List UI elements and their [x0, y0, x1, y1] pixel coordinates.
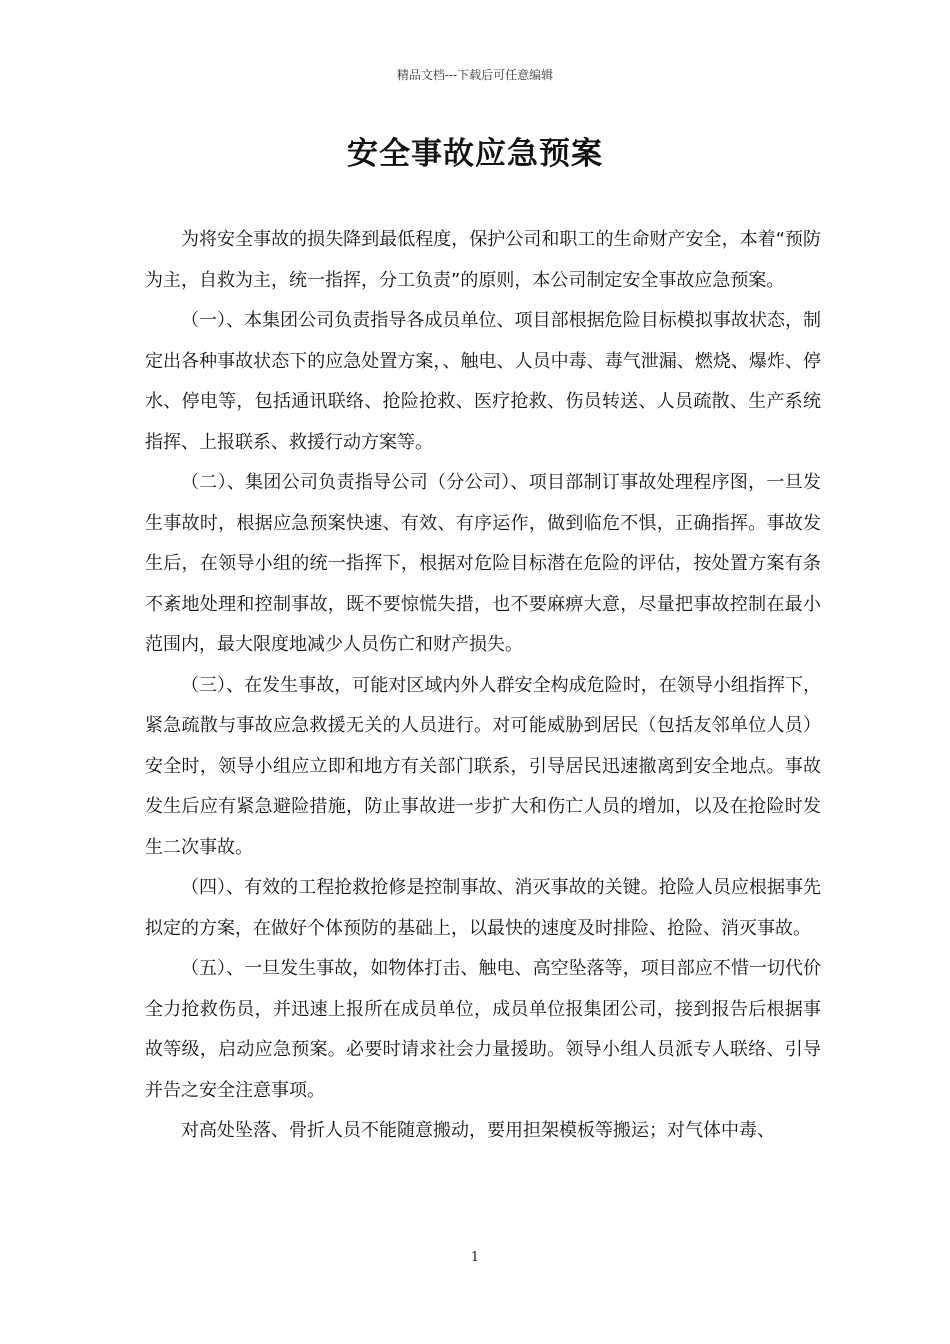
paragraph-section-4: （四）、有效的工程抢救抢修是控制事故、消灭事故的关键。抢险人员应根据事先拟定的方案，在做好个体预防的基础上，以最快的速度及时排险、抢险、消灭事故。	[145, 877, 821, 939]
paragraph-intro: 为将安全事故的损失降到最低程度，保护公司和职工的生命财产安全，本着“预防为主，自救为主，统一指挥，分工负责”的原则，本公司制定安全事故应急预案。	[145, 229, 821, 291]
paragraph-continuation: 对高处坠落、骨折人员不能随意搬动，要用担架模板等搬运；对气体中毒、	[181, 1120, 775, 1141]
document-body	[145, 220, 821, 1152]
page-number: 1	[470, 1250, 480, 1265]
paragraph-section-5: （五）、一旦发生事故，如物体打击、触电、高空坠落等，项目部应不惜一切代价全力抢救伤员，并迅速上报所在成员单位，成员单位报集团公司，接到报告后根据事故等级，启动应急预案。必要时请求社会力量援助。领导小组人员派专人联络、引导并告之安全注意事项。	[145, 958, 821, 1101]
paragraph-section-3: （三）、在发生事故，可能对区域内外人群安全构成危险时，在领导小组指挥下，紧急疏散与事故应急救援无关的人员进行。对可能威胁到居民（包括友邻单位人员）安全时，领导小组应立即和地方有关部门联系，引导居民迅速撤离到安全地点。事故发生后应有紧急避险措施，防止事故进一步扩大和伤亡人员的增加，以及在抢险时发生二次事故。	[145, 674, 821, 858]
paragraph-section-1: （一）、本集团公司负责指导各成员单位、项目部根据危险目标模拟事故状态，制定出各种事故状态下的应急处置方案，、触电、人员中毒、毒气泄漏、燃烧、爆炸、停水、停电等，包括通讯联络、抢险抢救、医疗抢救、伤员转送、人员疏散、生产系统指挥、上报联系、救援行动方案等。	[145, 310, 821, 453]
paragraph-section-2: （二）、集团公司负责指导公司（分公司）、项目部制订事故处理程序图，一旦发生事故时，根据应急预案快速、有效、有序运作，做到临危不惧，正确指挥。事故发生后，在领导小组的统一指挥下，根据对危险目标潜在危险的评估，按处置方案有条不紊地处理和控制事故，既不要惊慌失措，也不要麻痹大意，尽量把事故控制在最小范围内，最大限度地减少人员伤亡和财产损失。	[145, 472, 821, 655]
document-title: 安全事故应急预案	[347, 136, 603, 172]
header-note: 精品文档---下载后可任意编辑	[396, 68, 554, 82]
